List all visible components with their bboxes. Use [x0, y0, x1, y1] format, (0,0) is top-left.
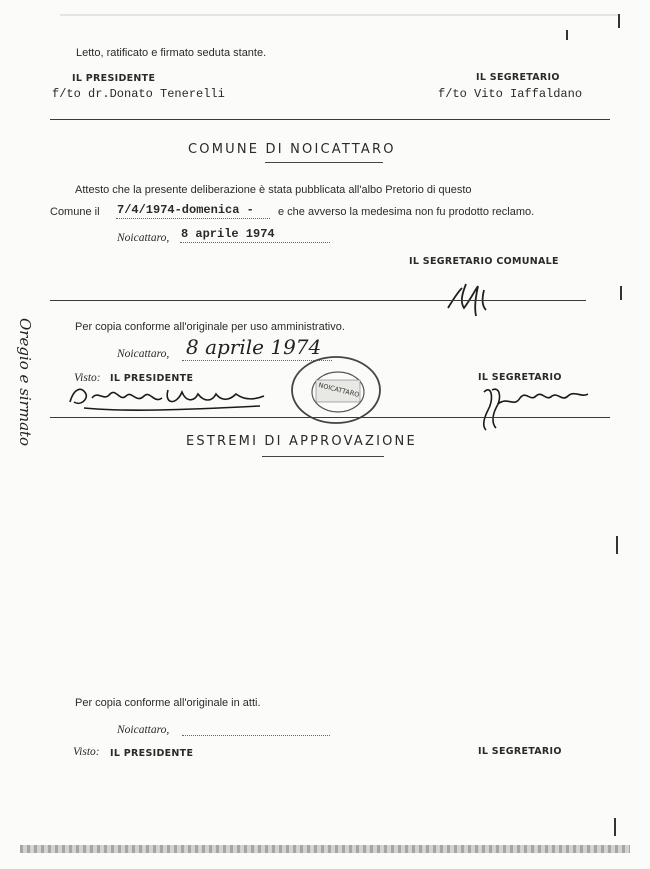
publication-place: Noicattaro,	[117, 232, 170, 244]
bottom-place: Noicattaro,	[117, 724, 170, 736]
comune-heading: COMUNE DI NOICATTARO	[188, 142, 396, 157]
approval-heading: ESTREMI DI APPROVAZIONE	[186, 434, 417, 449]
admin-copy-text: Per copia conforme all'originale per uso amministrativo.	[75, 321, 345, 333]
secretary-name-top: f/to Vito Iaffaldano	[438, 87, 583, 101]
edge-mark-4	[566, 30, 568, 40]
admin-copy-place: Noicattaro,	[117, 348, 170, 360]
president-label-bottom: IL PRESIDENTE	[110, 748, 194, 759]
president-label-admin: IL PRESIDENTE	[110, 373, 194, 384]
scan-artifact-top	[60, 14, 620, 16]
president-label-top: IL PRESIDENTE	[72, 73, 156, 84]
heading-underline	[265, 162, 383, 163]
president-name-top: f/to dr.Donato Tenerelli	[52, 87, 225, 101]
secretary-label-bottom: IL SEGRETARIO	[478, 746, 562, 757]
secretary-signature	[478, 378, 594, 434]
stamp-text: NOICATTARO	[317, 381, 361, 399]
publication-line-1: Attesto che la presente deliberazione è stata pubblicata all'albo Pretorio di questo	[75, 184, 472, 196]
margin-handwritten-note: Oregio e sirmato	[16, 318, 34, 447]
bottom-place-dots	[182, 735, 330, 736]
edge-mark-1	[620, 286, 622, 300]
publication-line-2-prefix: Comune il	[50, 206, 100, 218]
admin-copy-handwritten-date: 8 aprile 1974	[186, 335, 322, 359]
publication-date-dots	[116, 218, 270, 219]
divider-2	[50, 300, 586, 301]
publication-sign-dots	[180, 242, 330, 243]
secretary-signature-mark	[440, 278, 510, 320]
divider-3	[50, 417, 610, 418]
scan-artifact-bottom	[20, 845, 630, 853]
intro-line: Letto, ratificato e firmato seduta stante.	[76, 47, 267, 59]
scan-artifact-right	[618, 14, 620, 28]
divider-1	[50, 119, 610, 120]
secretary-label-admin: IL SEGRETARIO	[478, 372, 562, 383]
visto-label-bottom: Visto:	[73, 746, 100, 758]
president-signature	[64, 380, 274, 416]
edge-mark-2	[616, 536, 618, 554]
publication-sign-date: 8 aprile 1974	[181, 227, 275, 241]
publication-date: 7/4/1974-domenica -	[117, 203, 254, 217]
approval-underline	[262, 456, 384, 457]
edge-mark-3	[614, 818, 616, 836]
visto-label-admin: Visto:	[74, 372, 101, 384]
bottom-copy-text: Per copia conforme all'originale in atti.	[75, 697, 261, 709]
publication-line-2-suffix: e che avverso la medesima non fu prodotto reclamo.	[278, 206, 535, 218]
segretario-comunale-label: IL SEGRETARIO COMUNALE	[409, 256, 559, 267]
secretary-label-top: IL SEGRETARIO	[476, 72, 560, 83]
